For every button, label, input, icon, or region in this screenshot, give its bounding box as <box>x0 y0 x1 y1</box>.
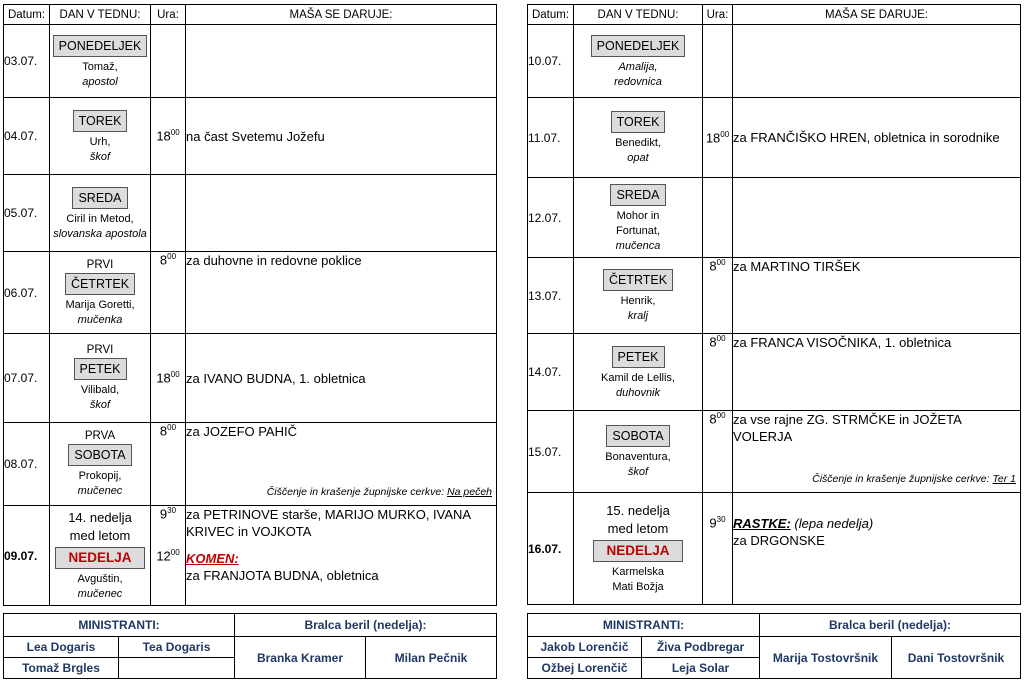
day-badge: SOBOTA <box>606 425 669 447</box>
saint-name: Benedikt, <box>615 137 661 149</box>
day-badge: ČETRTEK <box>65 273 135 295</box>
mass-intention: za DRGONSKE <box>733 533 825 548</box>
day-badge-sunday: NEDELJA <box>593 540 682 562</box>
row-day <box>50 98 151 175</box>
ministrant-name: Tomaž Brgles <box>4 658 119 679</box>
day-badge: PONEDELJEK <box>53 35 148 57</box>
schedule-table-right <box>527 4 1021 605</box>
row-date: 04.07. <box>4 98 50 175</box>
mass-place-line <box>733 515 1020 532</box>
header-mass: MAŠA SE DARUJE: <box>733 5 1021 25</box>
saint-title: škof <box>89 150 111 163</box>
mass-place: KOMEN: <box>186 551 239 566</box>
row-date: 07.07. <box>4 334 50 423</box>
day-prefix: PRVA <box>84 430 116 442</box>
row-day <box>574 25 703 98</box>
saint-title: Mati Božja <box>612 581 664 593</box>
time-hour: 9 <box>709 515 717 531</box>
row-day <box>574 258 703 334</box>
row-date: 06.07. <box>4 252 50 334</box>
saint-title: škof <box>627 466 649 478</box>
saint-name: Avguštin, <box>77 573 123 585</box>
row-day <box>574 411 703 493</box>
sunday-label-2: med letom <box>69 528 131 543</box>
row-mass <box>186 423 497 506</box>
row-date: 15.07. <box>528 411 574 493</box>
row-day <box>574 493 703 605</box>
row-time <box>703 493 733 605</box>
time-minute: 00 <box>170 370 180 380</box>
day-badge: ČETRTEK <box>603 269 673 291</box>
cleaning-group: Na pečeh <box>447 486 492 498</box>
saint-name: Kamil de Lellis, <box>601 371 675 384</box>
ministrant-name: Lea Dogaris <box>4 637 119 658</box>
row-date: 14.07. <box>528 334 574 411</box>
time-minute: 30 <box>716 515 726 524</box>
time-minute: 00 <box>716 334 726 343</box>
row-date: 13.07. <box>528 258 574 334</box>
header-mass: MAŠA SE DARUJE: <box>186 5 497 25</box>
time-minute: 00 <box>170 128 180 138</box>
row-day <box>574 334 703 411</box>
row-day <box>50 423 151 506</box>
mass-place: RASTKE: <box>733 516 791 531</box>
header-day: DAN V TEDNU: <box>574 5 703 25</box>
header-row <box>4 5 497 25</box>
table-row <box>528 178 1021 258</box>
time-minute: 00 <box>716 258 726 267</box>
row-day <box>50 252 151 334</box>
saint-name: Ciril in Metod, <box>66 212 134 225</box>
saint-title: Amalija, redovnica <box>614 60 662 88</box>
table-row <box>528 411 1021 493</box>
time-minute: 00 <box>716 411 726 420</box>
saint-title: mučenca <box>615 239 661 252</box>
time-minute: 00 <box>167 252 177 261</box>
mass-intention-1: za PETRINOVE starše, MARIJO MURKO, IVANA KRIVEC in VOJKOTA <box>186 507 471 539</box>
cleaning-label: Čiščenje in krašenje župnijske cerkve: <box>266 486 445 498</box>
cleaning-note <box>812 471 1016 488</box>
header-time: Ura: <box>151 5 186 25</box>
saint-name: Karmelska <box>612 566 664 578</box>
day-badge: PETEK <box>612 346 665 368</box>
day-badge: PETEK <box>74 358 127 380</box>
saint-name: Urh, <box>89 135 111 148</box>
table-row <box>528 98 1021 178</box>
sunday-label: 15. nedelja <box>606 503 670 518</box>
saint-name: Tomaž, <box>82 60 118 73</box>
row-day <box>50 175 151 252</box>
row-time <box>151 252 186 334</box>
row-mass <box>186 506 497 606</box>
schedule-table-left <box>3 4 497 606</box>
bralci-title: Bralca beril (nedelja): <box>235 614 497 637</box>
row-day <box>574 178 703 258</box>
row-day <box>50 334 151 423</box>
mass-note: (lepa nedelja) <box>794 516 874 531</box>
saint-name: Henrik, <box>620 295 656 307</box>
bralec-name: Branka Kramer <box>235 637 366 679</box>
row-time <box>151 175 186 252</box>
table-row <box>4 175 497 252</box>
row-mass <box>186 175 497 252</box>
row-time <box>151 98 186 175</box>
row-mass: za IVANO BUDNA, 1. obletnica <box>186 334 497 423</box>
row-date: 05.07. <box>4 175 50 252</box>
day-badge: SOBOTA <box>68 444 131 466</box>
schedule-week-2 <box>527 4 1021 605</box>
mass-intention: za vse rajne ZG. STRMČKE in JOŽETA VOLERJA <box>733 412 962 444</box>
row-mass <box>733 178 1021 258</box>
sunday-label: 14. nedelja <box>68 510 132 525</box>
saint-name: Vilibald, <box>80 384 120 396</box>
row-day <box>50 25 151 98</box>
cleaning-note <box>267 484 492 501</box>
time-hour: 8 <box>159 423 168 439</box>
ministrant-name: Ožbej Lorenčič <box>528 658 642 679</box>
saint-name: Prokopij, <box>78 470 122 482</box>
saint-title: slovanska apostola <box>53 227 147 240</box>
row-mass: za MARTINO TIRŠEK <box>733 258 1021 334</box>
time-hour: 9 <box>159 506 168 522</box>
schedule-week-1 <box>3 4 497 606</box>
row-mass: za FRANČIŠKO HREN, obletnica in sorodnike <box>733 98 1021 178</box>
ministrant-name: Jakob Lorenčič <box>528 637 642 658</box>
saint-title: apostol <box>82 75 118 88</box>
saint-title: mučenec <box>77 485 123 497</box>
mass-intention-2: za FRANJOTA BUDNA, obletnica <box>186 568 379 583</box>
bralec-name: Dani Tostovršnik <box>892 637 1021 679</box>
ministranti-table-right <box>527 613 1021 679</box>
row-date: 10.07. <box>528 25 574 98</box>
day-badge: SREDA <box>610 184 665 206</box>
row-mass: za FRANCA VISOČNIKA, 1. obletnica <box>733 334 1021 411</box>
cleaning-group: Ter 1 <box>992 473 1016 485</box>
time-hour: 12 <box>156 548 171 564</box>
time-hour: 18 <box>705 130 721 146</box>
header-time: Ura: <box>703 5 733 25</box>
saint-name: Marija Goretti, <box>65 298 135 311</box>
ministrant-name: Tea Dogaris <box>119 637 235 658</box>
header-day: DAN V TEDNU: <box>50 5 151 25</box>
row-mass <box>733 25 1021 98</box>
saint-title: duhovnik <box>615 386 661 399</box>
row-time <box>151 423 186 506</box>
saint-title: škof <box>89 399 111 411</box>
bralec-name: Marija Tostovršnik <box>760 637 892 679</box>
table-row <box>528 25 1021 98</box>
table-row <box>4 423 497 506</box>
row-time <box>703 25 733 98</box>
row-date: 11.07. <box>528 98 574 178</box>
time-minute: 00 <box>170 548 180 558</box>
day-badge-sunday: NEDELJA <box>55 547 144 569</box>
time-hour: 8 <box>709 411 717 427</box>
time-hour: 18 <box>156 370 171 386</box>
row-date: 08.07. <box>4 423 50 506</box>
time-hour: 8 <box>709 334 717 350</box>
ministranti-title: MINISTRANTI: <box>4 614 235 637</box>
table-row <box>4 25 497 98</box>
time-minute: 00 <box>720 129 730 139</box>
time-minute: 30 <box>167 506 177 515</box>
ministrant-name: Leja Solar <box>642 658 760 679</box>
row-time <box>703 334 733 411</box>
time-slot-2 <box>151 548 185 563</box>
day-prefix: PRVI <box>86 258 114 271</box>
table-row <box>528 334 1021 411</box>
row-date: 09.07. <box>4 506 50 606</box>
bralec-name: Milan Pečnik <box>366 637 497 679</box>
table-row <box>4 98 497 175</box>
table-row <box>528 258 1021 334</box>
row-date: 12.07. <box>528 178 574 258</box>
saint-title: kralj <box>627 310 649 322</box>
table-row-sunday <box>4 506 497 606</box>
row-time <box>151 334 186 423</box>
header-row <box>528 5 1021 25</box>
time-minute: 00 <box>167 423 177 432</box>
row-time <box>151 506 186 606</box>
table-row-sunday <box>528 493 1021 605</box>
header-date: Datum: <box>4 5 50 25</box>
row-date: 16.07. <box>528 493 574 605</box>
day-badge: PONEDELJEK <box>591 35 686 57</box>
bralci-title: Bralca beril (nedelja): <box>760 614 1021 637</box>
ministranti-table-left <box>3 613 497 679</box>
saint-name: Mohor in Fortunat, <box>615 209 661 237</box>
row-mass <box>186 25 497 98</box>
saint-name: Bonaventura, <box>605 451 671 463</box>
day-badge: TOREK <box>611 111 666 133</box>
time-hour: 8 <box>159 252 168 268</box>
table-row <box>4 334 497 423</box>
row-day <box>574 98 703 178</box>
sunday-label-2: med letom <box>607 521 669 536</box>
row-mass <box>733 493 1021 605</box>
ministrant-name <box>119 658 235 679</box>
time-slot-1 <box>151 506 185 521</box>
row-mass: za duhovne in redovne poklice <box>186 252 497 334</box>
day-badge: SREDA <box>72 187 127 209</box>
row-mass: na čast Svetemu Jožefu <box>186 98 497 175</box>
row-time <box>703 411 733 493</box>
row-date: 03.07. <box>4 25 50 98</box>
row-time <box>703 98 733 178</box>
time-hour: 18 <box>156 128 171 144</box>
ministranti-title: MINISTRANTI: <box>528 614 760 637</box>
row-time <box>703 258 733 334</box>
row-time <box>151 25 186 98</box>
day-badge: TOREK <box>73 110 128 132</box>
row-time <box>703 178 733 258</box>
table-row <box>4 252 497 334</box>
saint-title: mučenka <box>77 313 123 326</box>
saint-title: opat <box>627 152 649 164</box>
row-day <box>50 506 151 606</box>
mass-intention: za JOZEFO PAHIČ <box>186 424 297 439</box>
time-hour: 8 <box>709 258 717 274</box>
cleaning-label: Čiščenje in krašenje župnijske cerkve: <box>812 473 990 485</box>
ministrant-name: Živa Podbregar <box>642 637 760 658</box>
saint-title: mučenec <box>77 588 123 600</box>
row-mass <box>733 411 1021 493</box>
day-prefix: PRVI <box>86 344 114 356</box>
header-date: Datum: <box>528 5 574 25</box>
